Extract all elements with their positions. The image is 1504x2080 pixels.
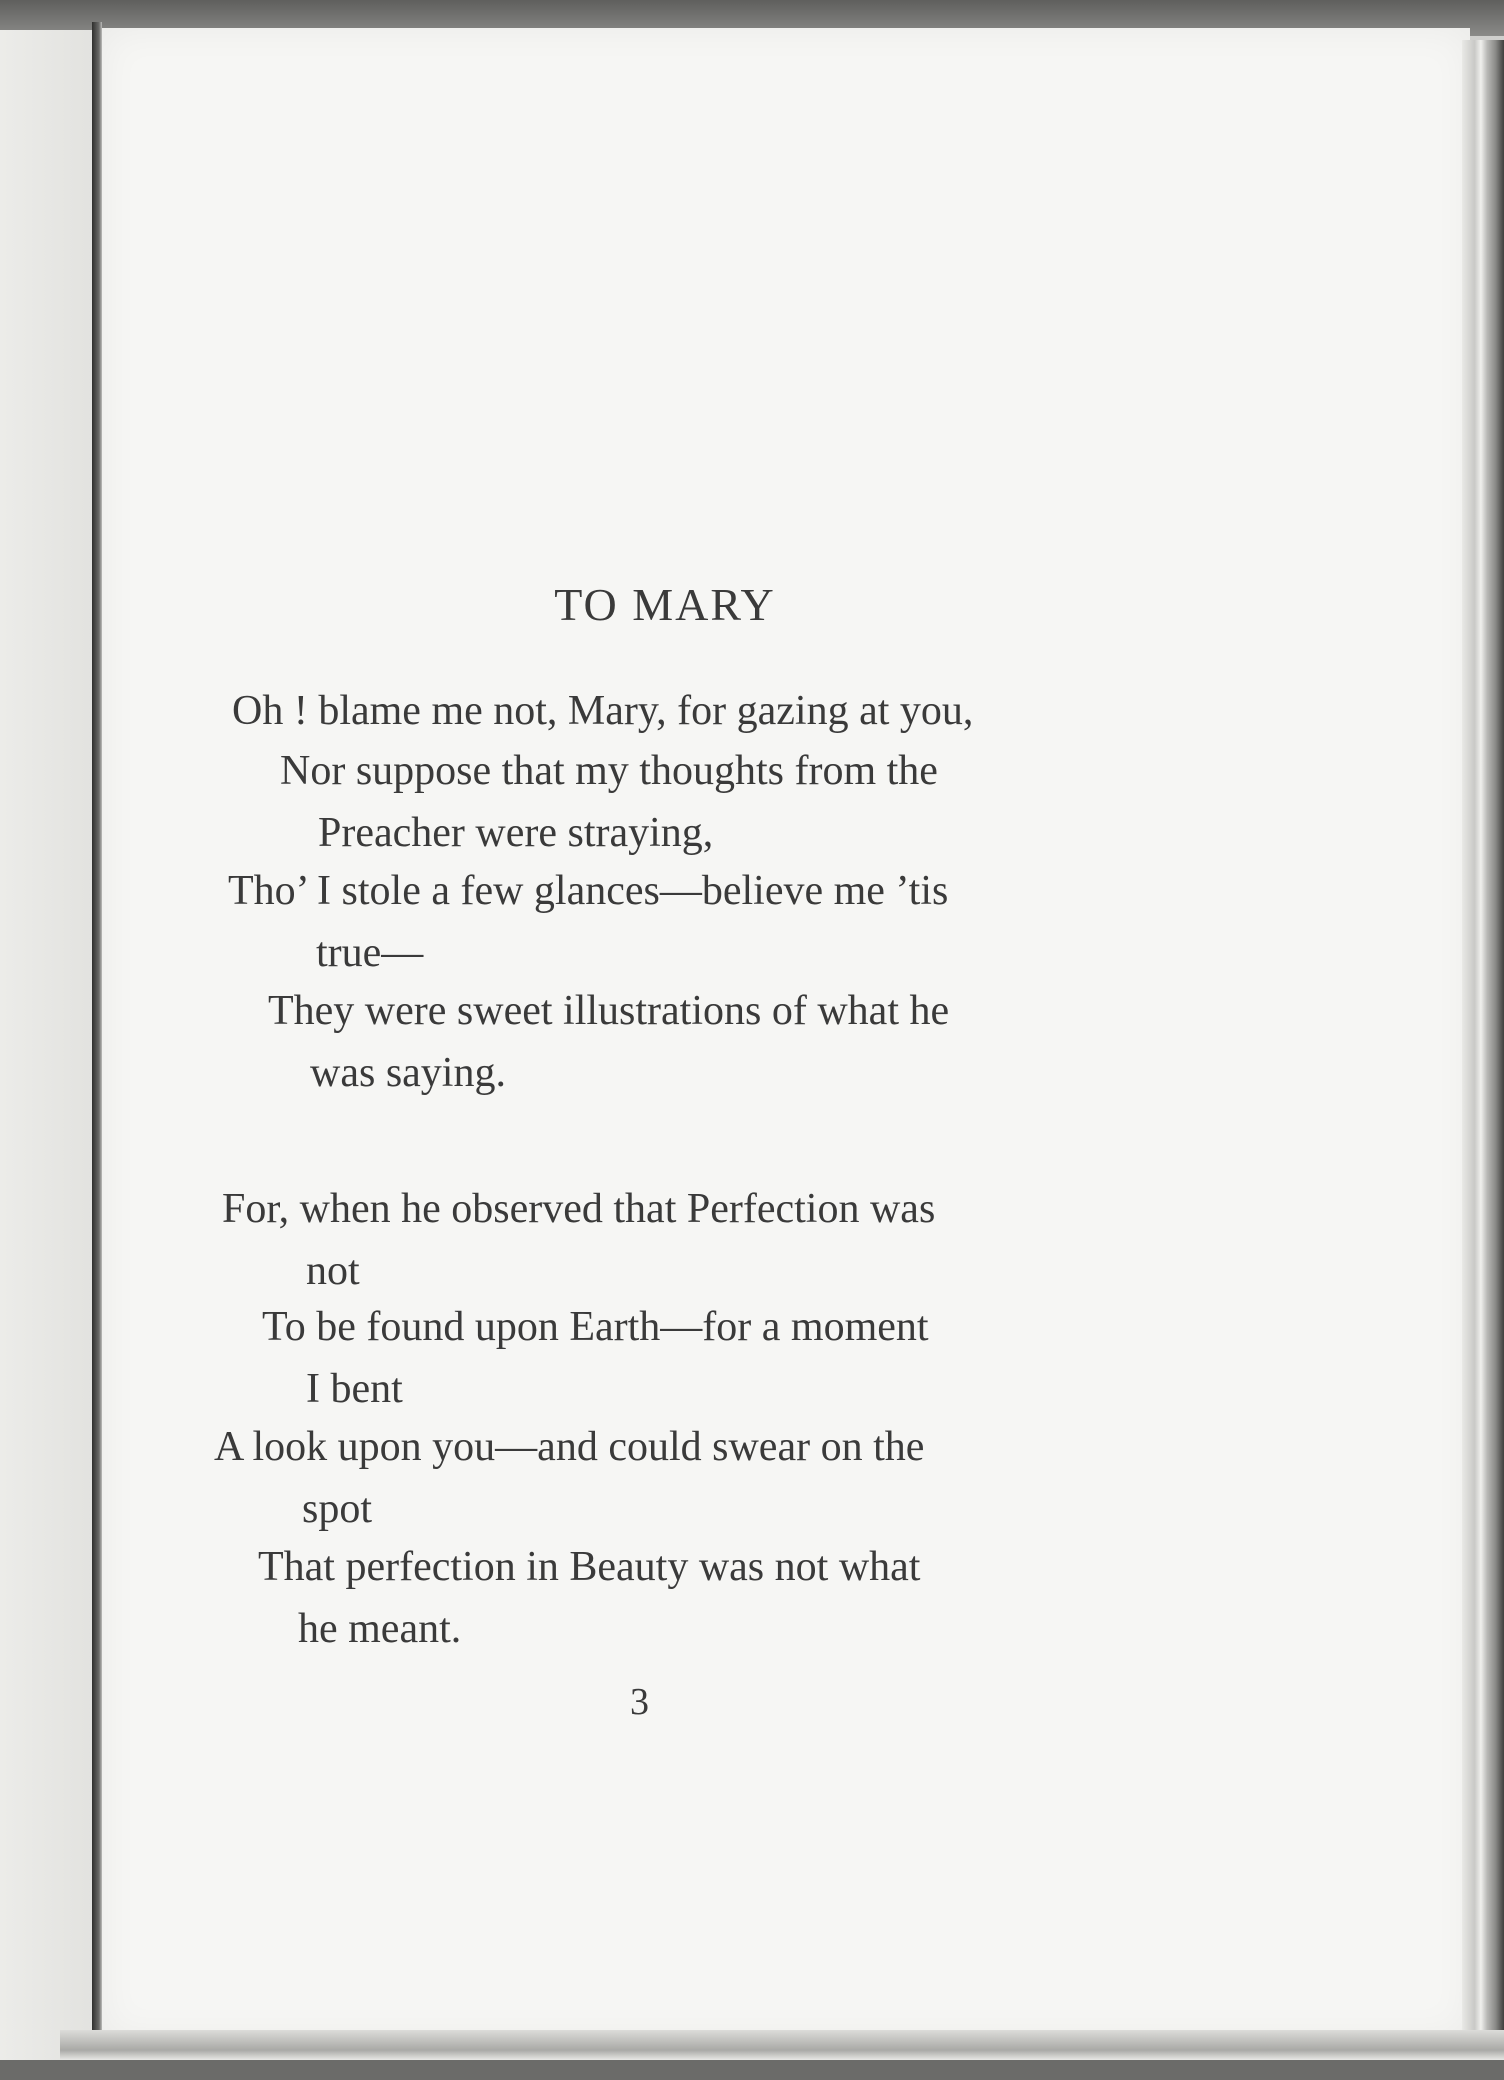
poem-line: To be found upon Earth—for a moment: [262, 1304, 929, 1350]
poem-title: TO MARY: [554, 579, 776, 630]
poem-line: A look upon you—and could swear on the: [214, 1424, 925, 1470]
poem-line: Preacher were straying,: [318, 810, 714, 856]
poem-line: he meant.: [298, 1606, 462, 1652]
page-number: 3: [630, 1681, 649, 1723]
poem-line: spot: [302, 1486, 373, 1532]
poem-line: For, when he observed that Perfection was: [222, 1186, 936, 1232]
poem-line: true—: [316, 930, 424, 976]
poem-line: not: [306, 1248, 360, 1294]
poem-line: I bent: [306, 1366, 403, 1412]
poem-line: was saying.: [310, 1050, 506, 1096]
poem-line: They were sweet illustrations of what he: [268, 988, 950, 1034]
poem-line: Oh ! blame me not, Mary, for gazing at you,: [232, 688, 974, 734]
poem-line: Nor suppose that my thoughts from the: [280, 748, 938, 794]
poem-line: Tho’ I stole a few glances—believe me ’tis: [228, 868, 949, 914]
poem-line: That perfection in Beauty was not what: [258, 1544, 921, 1590]
